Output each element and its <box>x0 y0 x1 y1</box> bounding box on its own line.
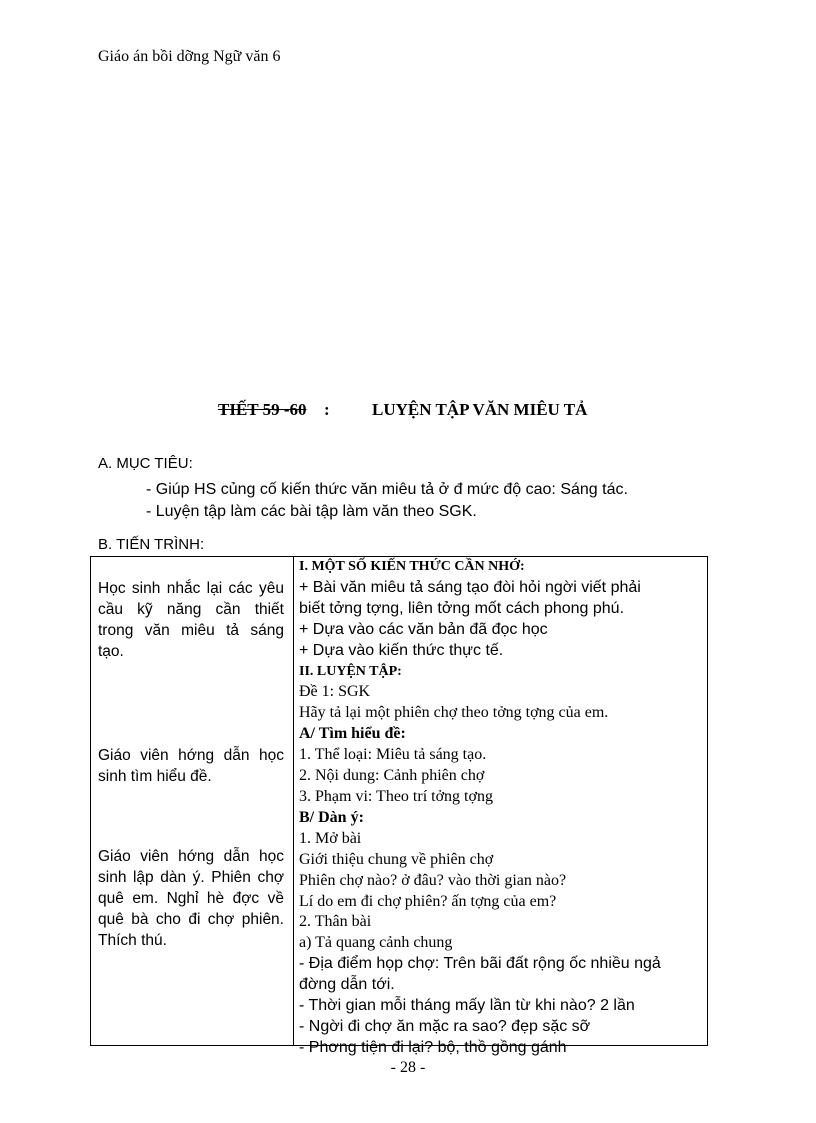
content-line: biết tởng tợng, liên tởng mốt cách phong phú. <box>299 599 625 617</box>
content-line: Hãy tả lại một phiên chợ theo tởng tợng của em. <box>299 704 609 722</box>
content-line: a) Tả quang cảnh chung <box>299 934 453 952</box>
content-line: Phiên chợ nào? ở đâu? vào thời gian nào? <box>299 871 567 889</box>
content-line: đờng dẫn tới. <box>299 976 395 994</box>
content-line: - Thời gian mỗi tháng mấy lần từ khi nào? 2 lần <box>299 997 635 1015</box>
lesson-title: LUYỆN TẬP VĂN MIÊU TẢ <box>372 400 588 419</box>
teacher-activity: Học sinh nhắc lại các yêu cầu kỹ năng cần thiết trong văn miêu tả sáng tạo. <box>98 580 284 660</box>
content-line: + Dựa vào các văn bản đã đọc học <box>299 620 548 638</box>
content-line: Giới thiệu chung về phiên chợ <box>299 850 494 868</box>
content-heading: A/ Tìm hiểu đề: <box>299 725 406 743</box>
content-line: - Phơng tiện đi lại? bộ, thồ gồng gánh <box>299 1038 567 1056</box>
objective-item: - Luyện tập làm các bài tập làm văn theo SGK. <box>146 503 477 520</box>
table-column-divider <box>293 556 294 1046</box>
section-a-heading: A. MỤC TIÊU: <box>98 455 193 472</box>
content-line: 1. Mở bài <box>299 829 362 847</box>
section-b-heading: B. TIẾN TRÌNH: <box>98 536 205 553</box>
lesson-code: TIẾT 59 -60 <box>218 400 307 419</box>
objective-item: - Giúp HS củng cố kiến thức văn miêu tả ở đ mức độ cao: Sáng tác. <box>146 481 628 498</box>
content-line: Đề 1: SGK <box>299 683 371 701</box>
teacher-activity: Giáo viên hớng dẫn học sinh lập dàn ý. Phiên chợ quê em. Nghỉ hè đợc về quê bà cho đi chợ phiên. Thích thú. <box>98 848 284 949</box>
content-line: Lí do em đi chợ phiên? ấn tợng của em? <box>299 892 557 910</box>
content-heading: II. LUYỆN TẬP: <box>299 663 402 679</box>
content-line: 2. Nội dung: Cảnh phiên chợ <box>299 767 485 785</box>
content-column <box>299 557 704 1059</box>
content-line: + Dựa vào kiến thức thực tế. <box>299 641 504 659</box>
content-line: 3. Phạm vi: Theo trí tởng tợng <box>299 787 493 805</box>
content-line: - Ngời đi chợ ăn mặc ra sao? đẹp sặc sỡ <box>299 1017 591 1035</box>
page-header: Giáo án bồi dỡng Ngữ văn 6 <box>98 48 281 65</box>
teacher-activity: Giáo viên hớng dẫn học sinh tìm hiểu đề. <box>98 747 284 785</box>
content-heading: I. MỘT SỐ KIẾN THỨC CẦN NHỚ: <box>299 559 525 574</box>
page-number: - 28 - <box>390 1059 426 1076</box>
content-line: - Địa điểm họp chợ: Trên bãi đất rộng ốc nhiều ngả <box>299 955 661 973</box>
content-heading: B/ Dàn ý: <box>299 808 364 826</box>
content-line: 2. Thân bài <box>299 913 372 931</box>
content-line: + Bài văn miêu tả sáng tạo đòi hỏi ngời viết phải <box>299 578 641 596</box>
content-line: 1. Thể loại: Miêu tả sáng tạo. <box>299 746 487 764</box>
lesson-colon: : <box>324 400 330 419</box>
